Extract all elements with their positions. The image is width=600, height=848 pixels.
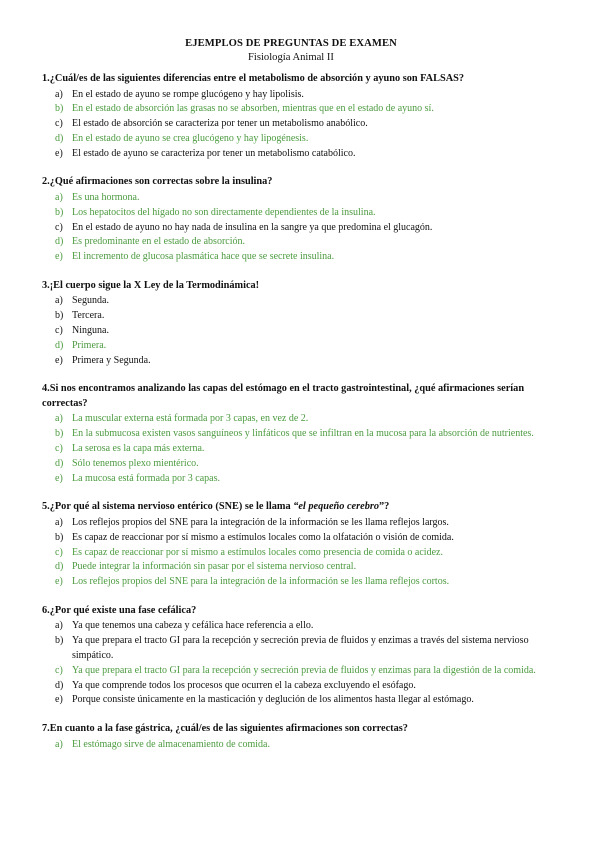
document-subtitle: Fisiología Animal II [248, 52, 334, 63]
question-3 [42, 279, 540, 368]
question-5 [42, 500, 540, 589]
answer-option [42, 427, 540, 442]
option-text: En el estado de ayuno no hay nada de insulina en la sangre ya que predomina el glucagón. [72, 221, 433, 233]
answer-option [42, 250, 540, 265]
option-letter: c) [55, 221, 63, 233]
option-letter: a) [55, 516, 63, 528]
answer-option [42, 294, 540, 309]
answer-option [42, 619, 540, 634]
option-text: En el estado de absorción las grasas no se absorben, mientras que en el estado de ayuno sí. [72, 103, 434, 115]
answer-option [42, 442, 540, 457]
option-list [42, 738, 540, 753]
question-1 [42, 72, 540, 161]
question-text-body: En cuanto a la fase gástrica, ¿cuál/es de las siguientes afirmaciones son correctas? [49, 723, 408, 735]
answer-option [42, 664, 540, 679]
question-text-body: ¡El cuerpo sigue la X Ley de la Termodinámica! [49, 279, 260, 291]
option-text: Ya que prepara el tracto GI para la recepción y secreción previa de fluidos y enzimas para la digestión de la comida. [72, 664, 536, 676]
option-text: Es capaz de reaccionar por sí mismo a estímulos locales como presencia de comida o acidez. [72, 546, 443, 558]
option-letter: b) [55, 428, 64, 440]
answer-option [42, 457, 540, 472]
option-letter: b) [55, 635, 64, 647]
option-text: Tercera. [72, 310, 105, 322]
option-list [42, 88, 540, 162]
option-text: En la submucosa existen vasos sanguíneos y linfáticos que se infiltran en la mucosa para la absorción de nutrientes. [72, 428, 534, 440]
option-text: Segunda. [72, 295, 109, 307]
answer-option [42, 88, 540, 103]
option-letter: e) [55, 354, 63, 366]
option-text: El estado de absorción se caracteriza por tener un metabolismo anabólico. [72, 118, 368, 130]
option-letter: d) [55, 679, 64, 691]
option-text: En el estado de ayuno se crea glucógeno y hay lipogénesis. [72, 132, 309, 144]
option-letter: b) [55, 103, 64, 115]
option-text: Es capaz de reaccionar por sí mismo a estímulos locales como la olfatación o visión de comida. [72, 531, 454, 543]
option-text: Porque consiste únicamente en la masticación y deglución de los alimentos hasta llegar al estómago. [72, 694, 474, 706]
question-text-body: ¿Cuál/es de las siguientes diferencias entre el metabolismo de absorción y ayuno son FALSAS? [49, 73, 465, 84]
answer-option [42, 147, 540, 162]
option-text: Sólo tenemos plexo mientérico. [72, 457, 199, 469]
question-6 [42, 604, 540, 708]
option-list [42, 516, 540, 590]
answer-option [42, 191, 540, 206]
question-text [42, 72, 540, 87]
answer-option [42, 235, 540, 250]
option-letter: c) [55, 325, 63, 337]
option-text: En el estado de ayuno se rompe glucógeno y hay lipolisis. [72, 88, 304, 100]
option-letter: d) [55, 457, 64, 469]
question-text [42, 279, 540, 294]
option-list [42, 294, 540, 368]
answer-option [42, 354, 540, 369]
option-text: Primera. [72, 339, 107, 351]
option-text: El incremento de glucosa plasmática hace que se secrete insulina. [72, 251, 335, 263]
question-text-body: ¿Por qué existe una fase cefálica? [49, 604, 197, 616]
option-text: Ya que comprende todos los procesos que ocurren el la cabeza excluyendo el esófago. [72, 679, 416, 691]
option-list [42, 412, 540, 486]
question-number: 3. [42, 279, 50, 291]
option-text: La muscular externa está formada por 3 capas, en vez de 2. [72, 413, 309, 425]
option-letter: e) [55, 472, 63, 484]
question-2 [42, 175, 540, 264]
answer-option [42, 472, 540, 487]
option-letter: a) [55, 413, 63, 425]
option-text: La mucosa está formada por 3 capas. [72, 472, 220, 484]
option-text: Los reflejos propios del SNE para la integración de la información se les llama reflejos cortos. [72, 576, 450, 588]
answer-option [42, 546, 540, 561]
answer-option [42, 324, 540, 339]
answer-option [42, 575, 540, 590]
question-number: 7. [42, 723, 50, 735]
option-text: Es una hormona. [72, 191, 140, 203]
question-text-part: ¿Por qué al sistema nervioso entérico (SNE) se le llama [49, 501, 294, 513]
answer-option [42, 634, 540, 664]
answer-option [42, 206, 540, 221]
answer-option [42, 309, 540, 324]
option-letter: e) [55, 694, 63, 706]
question-number: 4. [42, 383, 50, 395]
answer-option [42, 412, 540, 427]
option-letter: d) [55, 132, 64, 144]
option-list [42, 619, 540, 708]
question-number: 6. [42, 604, 50, 616]
option-letter: c) [55, 546, 63, 558]
option-text: Los reflejos propios del SNE para la integración de la información se les llama reflejos largos. [72, 516, 449, 528]
question-text-body: ¿Qué afirmaciones son correctas sobre la insulina? [49, 176, 273, 188]
option-letter: a) [55, 738, 63, 750]
question-list [42, 72, 540, 753]
option-text: Ninguna. [72, 325, 109, 337]
option-letter: b) [55, 206, 64, 218]
option-text: Ya que prepara el tracto GI para la recepción y secreción previa de fluidos y enzimas a través del sistema nervioso simpático. [72, 635, 529, 662]
question-7 [42, 722, 540, 752]
option-letter: e) [55, 576, 63, 588]
answer-option [42, 117, 540, 132]
answer-option [42, 679, 540, 694]
answer-option [42, 531, 540, 546]
question-text-emphasis: “el pequeño cerebro [293, 501, 379, 513]
option-list [42, 191, 540, 265]
option-letter: a) [55, 295, 63, 307]
option-letter: b) [55, 310, 64, 322]
answer-option [42, 339, 540, 354]
question-number: 5. [42, 501, 50, 513]
answer-option [42, 102, 540, 117]
option-letter: d) [55, 339, 64, 351]
question-text-part: ”? [379, 501, 390, 513]
option-text: El estómago sirve de almacenamiento de comida. [72, 738, 270, 750]
option-letter: e) [55, 147, 63, 159]
option-letter: c) [55, 443, 63, 455]
option-letter: a) [55, 620, 63, 632]
option-letter: b) [55, 531, 64, 543]
option-text: Los hepatocitos del hígado no son directamente dependientes de la insulina. [72, 206, 376, 218]
question-text [42, 175, 540, 190]
answer-option [42, 221, 540, 236]
option-letter: a) [55, 88, 63, 100]
question-text [42, 500, 540, 515]
document-header [42, 37, 540, 64]
answer-option [42, 560, 540, 575]
option-text: Puede integrar la información sin pasar por el sistema nervioso central. [72, 561, 357, 573]
option-letter: c) [55, 664, 63, 676]
option-letter: d) [55, 236, 64, 248]
answer-option [42, 693, 540, 708]
option-letter: c) [55, 118, 63, 130]
option-letter: d) [55, 561, 64, 573]
question-text [42, 604, 540, 619]
question-number: 2. [42, 176, 50, 188]
question-text [42, 382, 540, 411]
option-letter: a) [55, 191, 63, 203]
answer-option [42, 516, 540, 531]
question-4 [42, 382, 540, 486]
answer-option [42, 738, 540, 753]
answer-option [42, 132, 540, 147]
option-text: La serosa es la capa más externa. [72, 443, 205, 455]
question-text [42, 722, 540, 737]
document-title: EJEMPLOS DE PREGUNTAS DE EXAMEN [185, 38, 397, 49]
option-text: Primera y Segunda. [72, 354, 151, 366]
option-text: Es predominante en el estado de absorción. [72, 236, 245, 248]
question-text-body: Si nos encontramos analizando las capas del estómago en el tracto gastrointestinal, ¿qué afirmaciones serían correctas? [42, 383, 525, 409]
option-text: Ya que tenemos una cabeza y cefálica hace referencia a ello. [72, 620, 314, 632]
option-letter: e) [55, 251, 63, 263]
option-text: El estado de ayuno se caracteriza por tener un metabolismo catabólico. [72, 147, 356, 159]
question-number: 1. [42, 73, 50, 84]
